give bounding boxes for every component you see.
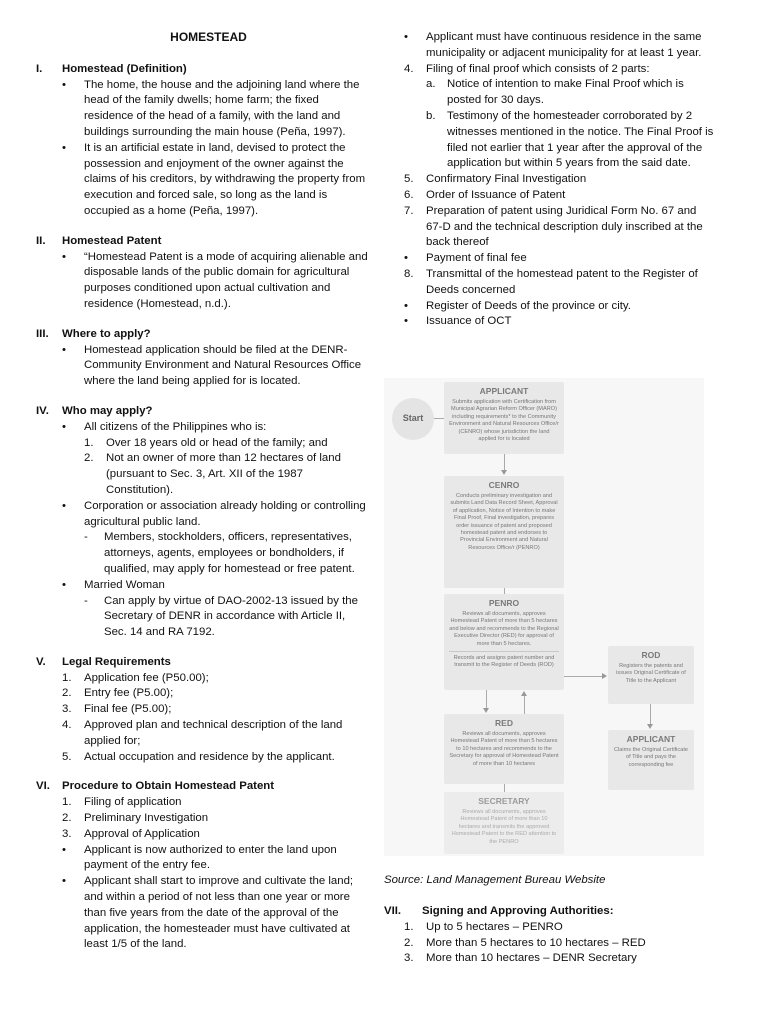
flow-node-applicant: APPLICANT Submits application with Certification from Municipal Agrarian Reform Officer (MARO) including requirements* to the Community Environment and Natural Resources Office/r (CENRO) whose jurisdiction the land applied for is located <box>444 382 564 454</box>
bullet-icon: • <box>62 78 66 91</box>
arrow-down-icon <box>483 708 489 713</box>
list-item: 3. Final fee (P5.00); <box>62 703 172 716</box>
left-column <box>36 30 371 967</box>
flow-connector <box>650 704 651 726</box>
flow-node-cenro: CENRO Conducts preliminary investigation and submits Land Data Record Sheet, Approval of application, Notice of Intention to make Final Proof, Final investigation, prepares order issuance of patent and proposed homestead patent and endorses to Provincial Environment and Natural Resources Office/r (PENRO) <box>444 476 564 588</box>
flow-node-penro: PENRO Reviews all documents, approves Homestead Patent of more than 5 hectares and below and recommends to the Regional Executive Director (RED) for approval of more than 5 hectares. Records and assigns patent number and transmit to the Register of Deeds (ROD) <box>444 594 564 690</box>
section-legal-requirements <box>36 655 371 766</box>
list-item: 2. Preliminary Investigation <box>62 812 209 825</box>
flow-start-node: Start <box>392 398 434 440</box>
section-number: I. <box>36 62 43 75</box>
bullet-icon: • <box>62 843 66 856</box>
bullet-item: • All citizens of the Philippines who is: <box>62 420 371 436</box>
list-item: 2. More than 5 hectares to 10 hectares – RED <box>404 936 646 949</box>
dash-item: - Members, stockholders, officers, representatives, attorneys, agents, employees or bondholders, if qualified, may apply for homestead or free patent. <box>84 531 355 575</box>
sub-list-item: b. Testimony of the homesteader corroborated by 2 witnesses mentioned in the notice. The Final Proof is filed not earlier that 1 year after the approval of the application but within 5 years from the said date. <box>426 109 714 170</box>
page-title: HOMESTEAD <box>170 30 247 44</box>
bullet-icon: • <box>62 420 66 433</box>
list-item: 2. Entry fee (P5.00); <box>62 687 174 700</box>
bullet-item: • It is an artificial estate in land, devised to protect the possession and enjoyment of the owner against the claims of his creditors, by withdrawing the property from execution and forced sale, so long as the land is occupied as a home (Peña, 1997). <box>62 141 371 220</box>
flow-node-applicant-claim: APPLICANT Claims the Original Certificate of Title and pays the corresponding fee <box>608 730 694 790</box>
section-number: VII. <box>384 905 402 917</box>
section-number: II. <box>36 234 46 247</box>
bullet-item: • Applicant shall start to improve and cultivate the land; and within a period of not less than one year or more than five years from the date of the approval of the application, the homesteader must have cultivated at least 1/5 of the land. <box>62 874 371 953</box>
bullet-item: • Corporation or association already holding or controlling agricultural public land. <box>62 499 371 531</box>
section-number: VI. <box>36 780 50 793</box>
section-number: V. <box>36 655 46 668</box>
bullet-icon: • <box>62 578 66 591</box>
flow-connector <box>434 418 444 419</box>
section-heading: Homestead (Definition) <box>62 62 187 75</box>
bullet-icon: • <box>62 499 66 512</box>
list-item: 1. Over 18 years old or head of the family; and <box>84 436 328 449</box>
section-heading: Who may apply? <box>62 404 153 417</box>
bullet-item: • Issuance of OCT <box>404 314 714 330</box>
bullet-item: • Applicant is now authorized to enter the land upon payment of the entry fee. <box>62 843 371 875</box>
section-heading: Legal Requirements <box>62 655 171 668</box>
section-signing-authorities <box>384 904 714 967</box>
section-who-may-apply <box>36 404 371 641</box>
bullet-item: • Payment of final fee <box>404 251 714 267</box>
section-heading: Procedure to Obtain Homestead Patent <box>62 780 275 793</box>
figure-caption: Source: Land Management Bureau Website <box>384 874 606 886</box>
arrow-right-icon <box>602 673 607 679</box>
arrow-up-icon <box>521 691 527 696</box>
arrow-down-icon <box>647 724 653 729</box>
list-item: 4. Filing of final proof which consists of 2 parts: <box>404 62 650 75</box>
bullet-icon: • <box>404 315 408 328</box>
flow-node-secretary: SECRETARY Reviews all documents, approves Homestead Patent of more than 10 hectares and transmits the approved Homestead Patent to the RED attention to the PENRO <box>444 792 564 854</box>
section-heading: Homestead Patent <box>62 234 162 247</box>
bullet-icon: • <box>62 250 66 263</box>
divider <box>449 651 559 652</box>
list-item: 5. Confirmatory Final Investigation <box>404 173 587 186</box>
list-item: 6. Order of Issuance of Patent <box>404 188 566 201</box>
bullet-icon: • <box>62 875 66 888</box>
list-item: 5. Actual occupation and residence by the applicant. <box>62 750 335 763</box>
bullet-item: • The home, the house and the adjoining land where the head of the family dwells; home farm; the fixed residence of the head of a family, with the land and buildings surrounding the main house (Peña, 1997). <box>62 78 371 141</box>
list-item: 1. Up to 5 hectares – PENRO <box>404 920 563 933</box>
bullet-icon: • <box>404 299 408 312</box>
section-where-to-apply <box>36 327 371 390</box>
list-item: 3. More than 10 hectares – DENR Secretary <box>404 952 637 965</box>
bullet-icon: • <box>404 252 408 265</box>
list-item: 7. Preparation of patent using Juridical Form No. 67 and 67-D and the technical description duly inscribed at the back thereof <box>404 204 703 249</box>
section-heading: Where to apply? <box>62 327 151 340</box>
list-item: 2. Not an owner of more than 12 hectares of land (pursuant to Sec. 3, Art. XII of the 1987 Constitution). <box>84 452 341 496</box>
list-item: 1. Application fee (P50.00); <box>62 671 209 684</box>
homestead-flowchart <box>384 378 704 856</box>
section-number: IV. <box>36 404 49 417</box>
list-item: 4. Approved plan and technical description of the land applied for; <box>62 719 343 747</box>
section-procedure <box>36 779 371 953</box>
flow-connector <box>524 696 525 714</box>
arrow-down-icon <box>501 470 507 475</box>
bullet-icon: • <box>62 141 66 154</box>
bullet-item: • “Homestead Patent is a mode of acquiring alienable and disposable lands of the public domain for agricultural purposes conditioned upon actual cultivation and residence (Homestead, n.d.). <box>62 250 371 313</box>
bullet-item: • Homestead application should be filed at the DENR-Community Environment and Natural Resources Office where the land being applied for is located. <box>62 343 371 390</box>
list-item: 8. Transmittal of the homestead patent to the Register of Deeds concerned <box>404 267 698 296</box>
bullet-item: • Married Woman <box>62 578 371 594</box>
flow-connector <box>486 690 487 710</box>
section-number: III. <box>36 327 49 340</box>
flow-node-red: RED Reviews all documents, approves Homestead Patent of more than 5 hectares to 10 hectares and recommends to the Secretary for approval of Homestead Patent of more than 10 hectares <box>444 714 564 784</box>
bullet-item: • Register of Deeds of the province or city. <box>404 299 714 315</box>
section-homestead-patent <box>36 234 371 313</box>
bullet-item: • Applicant must have continuous residence in the same municipality or adjacent municipality for at least 1 year. <box>404 30 714 62</box>
bullet-icon: • <box>62 343 66 356</box>
list-item: 1. Filing of application <box>62 796 182 809</box>
flow-connector <box>564 676 604 677</box>
list-item: 3. Approval of Application <box>62 827 200 840</box>
section-heading: Signing and Approving Authorities: <box>422 905 614 917</box>
section-definition <box>36 62 371 220</box>
bullet-icon: • <box>404 31 408 43</box>
flow-node-rod: ROD Registers the patents and issues Original Certificate of Title to the Applicant <box>608 646 694 704</box>
sub-list-item: a. Notice of intention to make Final Proof which is posted for 30 days. <box>426 78 684 107</box>
dash-item: - Can apply by virtue of DAO-2002-13 issued by the Secretary of DENR in accordance with Article II, Sec. 14 and RA 7192. <box>84 594 358 639</box>
flow-connector <box>504 784 505 792</box>
right-column <box>384 30 714 330</box>
